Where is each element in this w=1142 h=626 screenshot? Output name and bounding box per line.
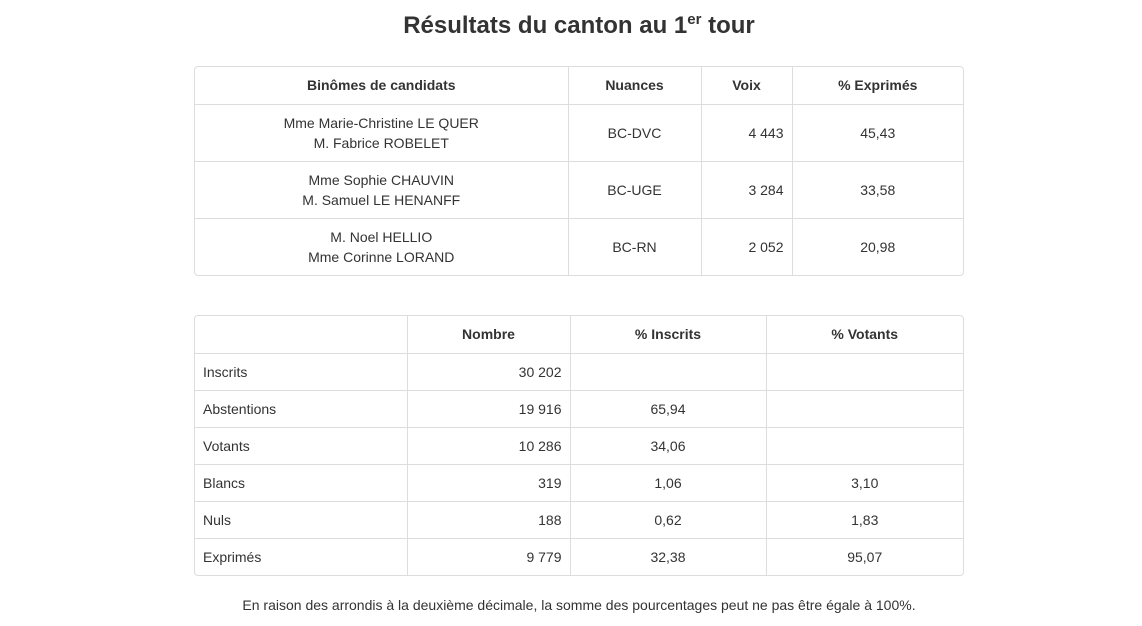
candidate-name-1: M. Noel HELLIO xyxy=(330,228,433,245)
row-pct-votants xyxy=(766,353,963,390)
row-pct-inscrits xyxy=(570,353,766,390)
participation-row xyxy=(195,353,963,390)
row-pct-votants: 95,07 xyxy=(766,538,963,575)
participation-row xyxy=(195,464,963,501)
candidate-names-cell xyxy=(195,161,568,218)
candidate-row xyxy=(195,218,963,275)
candidate-name-2: M. Samuel LE HENANFF xyxy=(302,191,461,208)
candidate-names-cell xyxy=(195,104,568,161)
participation-table-container xyxy=(194,315,964,576)
participation-row xyxy=(195,501,963,538)
candidate-name-1: Mme Marie-Christine LE QUER xyxy=(283,114,479,131)
row-pct-votants xyxy=(766,427,963,464)
participation-header-row xyxy=(195,316,963,353)
candidate-voix: 3 284 xyxy=(701,161,792,218)
participation-table xyxy=(195,316,963,575)
row-nombre: 30 202 xyxy=(407,353,570,390)
row-pct-votants: 1,83 xyxy=(766,501,963,538)
row-label: Nuls xyxy=(195,501,407,538)
row-pct-inscrits: 0,62 xyxy=(570,501,766,538)
page-title xyxy=(0,9,1142,43)
candidates-header-row xyxy=(195,67,963,104)
row-nombre: 188 xyxy=(407,501,570,538)
title-superscript: er xyxy=(687,11,702,28)
header-empty xyxy=(195,316,407,353)
row-pct-votants xyxy=(766,390,963,427)
candidate-nuance: BC-DVC xyxy=(568,104,701,161)
row-nombre: 9 779 xyxy=(407,538,570,575)
candidates-table xyxy=(195,67,963,275)
header-binomes: Binômes de candidats xyxy=(306,77,456,94)
header-nuances: Nuances xyxy=(568,67,701,104)
candidate-name-2: Mme Corinne LORAND xyxy=(308,248,455,265)
row-nombre: 19 916 xyxy=(407,390,570,427)
candidate-nuance: BC-UGE xyxy=(568,161,701,218)
row-label: Inscrits xyxy=(195,353,407,390)
candidate-pct: 45,43 xyxy=(792,104,963,161)
title-suffix: tour xyxy=(701,12,755,39)
candidate-names-cell xyxy=(195,218,568,275)
row-label: Votants xyxy=(195,427,407,464)
title-text: Résultats du canton au 1 xyxy=(403,12,688,39)
header-voix: Voix xyxy=(701,67,792,104)
row-pct-votants: 3,10 xyxy=(766,464,963,501)
header-nombre: Nombre xyxy=(407,316,570,353)
candidate-row xyxy=(195,104,963,161)
candidate-row xyxy=(195,161,963,218)
row-pct-inscrits: 34,06 xyxy=(570,427,766,464)
candidate-name-2: M. Fabrice ROBELET xyxy=(313,134,449,151)
candidates-table-container xyxy=(194,66,964,276)
row-pct-inscrits: 1,06 xyxy=(570,464,766,501)
candidate-pct: 33,58 xyxy=(792,161,963,218)
row-label: Abstentions xyxy=(195,390,407,427)
candidate-pct: 20,98 xyxy=(792,218,963,275)
footnote: En raison des arrondis à la deuxième décimale, la somme des pourcentages peut ne pas être égale à 100%. xyxy=(242,597,916,613)
candidate-voix: 4 443 xyxy=(701,104,792,161)
header-pct-votants: % Votants xyxy=(766,316,963,353)
candidate-voix: 2 052 xyxy=(701,218,792,275)
participation-row xyxy=(195,538,963,575)
row-pct-inscrits: 32,38 xyxy=(570,538,766,575)
candidate-name-1: Mme Sophie CHAUVIN xyxy=(308,171,454,188)
participation-row xyxy=(195,390,963,427)
row-nombre: 10 286 xyxy=(407,427,570,464)
header-pct-inscrits: % Inscrits xyxy=(570,316,766,353)
row-label: Exprimés xyxy=(195,538,407,575)
candidate-nuance: BC-RN xyxy=(568,218,701,275)
row-nombre: 319 xyxy=(407,464,570,501)
header-pct-exprimes: % Exprimés xyxy=(792,67,963,104)
participation-row xyxy=(195,427,963,464)
row-pct-inscrits: 65,94 xyxy=(570,390,766,427)
row-label: Blancs xyxy=(195,464,407,501)
